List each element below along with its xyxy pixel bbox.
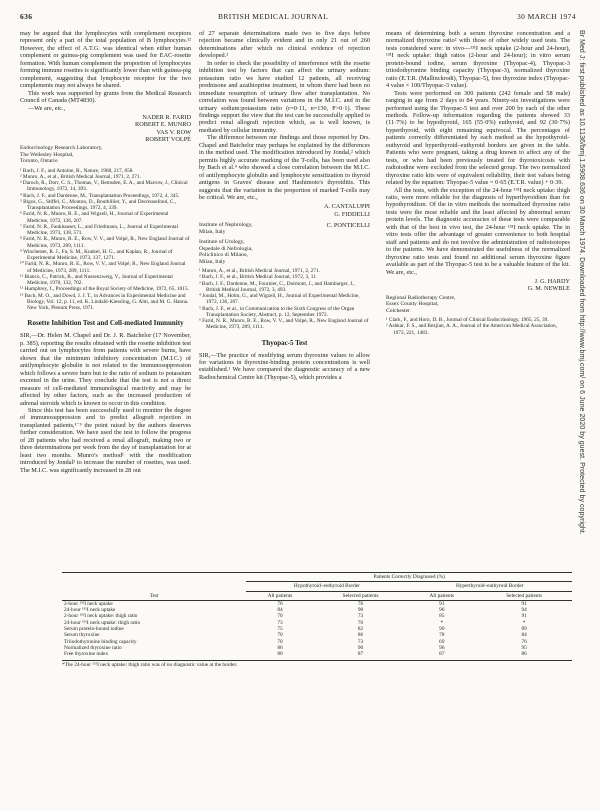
reference: ¹³ Bach, M. O., and Dowd, J. J. T., in Advances in Experimental Medicine and Biology, Vol. 12, p. 11, ed. K. Lindahl-Kiessling, G. Alm, and M. G. Hanna. New York, Plenum Press, 1971.: [20, 292, 189, 312]
signatory: NADER R. FARID: [142, 113, 191, 121]
affiliation-line: Institute of Nephrology,: [199, 222, 253, 229]
column-1: [20, 30, 191, 474]
affiliation-line: Ospedale di Nefrologia,: [199, 245, 253, 252]
table-cell-value: 76: [521, 638, 527, 645]
signatory: C. PONTICELLI: [326, 222, 370, 230]
table-cell-value: 76: [277, 600, 283, 607]
body-paragraph: of 27 separate determinations made two to five days before rejection became clinically evident and in only 21 out of 260 determinations after which no clinical evidence of rejection developed.²: [199, 30, 370, 60]
table-subheader: Selected patients: [314, 591, 408, 600]
signatory: A. CANTALUPPI: [323, 203, 370, 211]
table-cell-value: *: [440, 619, 444, 626]
body-paragraph: SIR,—Dr. Helen M. Chapel and Dr. J. R. Batchelor (17 November, p. 385), reporting the results obtained with the rosette inhibition test carried out on lymphocytes from patients with severe burns, have shown that the minimum inhibitory concentration (M.I.C.) of antilymphocyte globulin is not related to the immunosuppression which follows a severe burn but to the ratio of sodium to potassium excreted in the urine. They conclude that the test is not a direct measure of cell-mediated immunological reactivity and may be affected by other factors, such as the increased production of adrenal steroids which is known to occur in this condition.: [20, 332, 191, 407]
table-cell-value: 90: [357, 607, 364, 614]
copyright-notice: Br Med J: first published as 10.1136/bmj.1.5908.636 on 30 March 1974. Downloaded from http://www.bmj.com/ on 6 June 2020 by guest. Protected by copyright.: [578, 30, 585, 535]
reference: ² Bach, J. F., et al., British Medical Journal, 1972, 3, 11.: [199, 274, 318, 281]
table-cell-value: 70: [277, 632, 283, 639]
sign-off: —We are, etc.,: [28, 104, 66, 112]
body-paragraph: In order to check the possibility of interference with the rosette inhibition test by factors that can affect the urinary sodium: potassium ratio we have studied 12 patients, all receiving prednisone and azathioprine treatment, in whom there had been no immediate resumption of urinary flow after transplantation. No correlation was found between variations in the M.I.C. and in the urinary sodium:potassium ratio (r=0·11, n=130, P>0·1). These findings support the view that the test can be successfully applied to predict renal allograft rejection which, as is well known, is mediated by cellular immunity.: [199, 59, 370, 134]
table-cell-test: Free thyroxine index: [64, 651, 109, 658]
body-paragraph: This work was supported by grants from the Medical Research Council of Canada (MT4830).: [20, 89, 191, 105]
table-cell-value: 76: [357, 600, 364, 607]
letter-title: Rosette Inhibition Test and Cell-mediated Immunity: [27, 319, 184, 328]
table-subheader: Selected patients: [476, 591, 572, 600]
affiliation: [386, 295, 570, 315]
letter-title: Thyopac-5 Test: [261, 338, 308, 347]
results-table-wrapper: [62, 572, 572, 668]
reference: ¹⁰ Farid, N. R., Munro, R. E., Row, V. V., and Volpé, R., New England Journal of Medicine, 1973, 289, 1111.: [20, 261, 186, 274]
reference: ⁶ Farid, N. R., Munro, R. E., and Wigzell, H., Journal of Experimental Medicine, 1972, 136, 207.: [20, 211, 169, 224]
affiliation-line: Regional Radiotherapy Centre,: [386, 294, 456, 301]
table-caption: Patients Correctly Diagnosed (%): [246, 573, 572, 582]
table-cell-value: 86: [277, 644, 283, 651]
table-cell-value: 70: [277, 613, 283, 620]
affiliation-line: Policlinico di Milano,: [199, 252, 248, 259]
table-cell-test: Normalized thyroxine ratio: [64, 644, 122, 651]
column-3: [386, 30, 570, 336]
table-cell-value: 84: [521, 632, 527, 639]
column-2: [199, 30, 370, 381]
table-cell-value: 76: [357, 619, 364, 626]
table-cell-value: 95: [521, 644, 527, 651]
table-cell-test: 2-hour ¹³¹I neck uptake: [64, 600, 113, 607]
reference: ² Ashkar, F. S., and Bezjian, A. A., Journal of the American Medical Association, 1972, 221, 1483.: [386, 323, 558, 336]
reference: ³ Bach, J. F., Dardenne, M., Fournier, C., Dormont, J., and Hamburger, J., British Medical Journal, 1972, 3, 493.: [199, 280, 355, 293]
signatories: [20, 114, 191, 143]
reference: ⁷ Farid, N. R., Fankhauser, L., and Friedmann, L., Journal of Experimental Medicine, 1973, 138, 571.: [20, 223, 179, 237]
affiliation-line: Endocrinology Research Laboratory,: [20, 145, 103, 152]
affiliation: [20, 145, 191, 165]
body-paragraph: All the tests, with the exception of the 24-hour ¹³¹I neck uptake: thigh ratio, were more reliable for the diagnosis of hyperthyroidism than for hypothyroidism. Of the in vitro methods the normalized thyroxine ratio tests were the most reliable and the least affected by abnormal serum protein levels. The diagnostic accuracies of these tests were comparable with that of the best in vivo test, the 24-hour ¹³¹I neck uptake. The in vitro tests offer the advantage of greater convenience to both hospital staff and patients and do not involve the administration of radioisotopes to the patients. We have demonstrated the usefulness of the normalized thyroxine ratio tests and found no additional serum thyroxine figure available as part of the Thyopac-5 test to be a valuable feature of the kit. We are, etc.,: [386, 186, 570, 276]
table-cell-value: 70: [277, 638, 283, 645]
table-cell-value: 86: [521, 651, 527, 658]
reference: ⁵ Bach, J. F., et al., in Communication to the Sixth Congress of the Organ Transplantation Society, Abstract, p. 12, September 1972.: [199, 305, 355, 318]
reference-list: [386, 317, 570, 336]
table-cell-value: 80: [277, 651, 283, 658]
reference: ⁹ Winchester, R. J., Fu, S. M., Kunkel, H. G., and Kaplan, R., Journal of Experimental Medicine, 1973, 137, 1271.: [20, 248, 173, 262]
table-cell-test: Serum protein-bound iodine: [64, 626, 124, 633]
affiliation: [199, 239, 370, 265]
table-cell-value: *: [522, 619, 526, 626]
affiliation-line: Milan, Italy: [199, 258, 226, 265]
reference: ² Munro, A., et al., British Medical Journal, 1971, 2, 271.: [20, 173, 141, 180]
table-cell-value: 78: [439, 632, 445, 639]
body-paragraph: Since this test has been successfully used to monitor the degree of immunosuppression and to predict allograft rejection in transplanted patients,¹⁻³ the point raised by the authors deserves further consideration. We have used the test to follow the progress of 28 patients who had received a renal allograft, making two or three determinations per week from the day of transplantation for at least two months. Munro's method¹ with the modification introduced by Jondal² to increase the number of rosettes, was used. The M.I.C. was significantly increased in 28 out: [20, 406, 191, 474]
reference-list: [199, 268, 370, 331]
body-paragraph: means of determining both a serum thyroxine concentration and a normalized thyroxine ratio² with those of other widely used tests. The tests considered were: in vivo—¹³¹I neck uptake (2-hour and 24-hour), ¹³¹I neck uptake: thigh ratios (2-hour and 24-hour); in vitro serum protein-bound iodine, serum thyroxine (Thyopac-4), Thyopac-3 triiodothyronine binding capacity (Thyopac-3), normalized thyroxine ratio (E.T.R. (Mallinckrodt), Thyopac-5), free thyroxine index (Thyopac-4 value × 100/Thyopac-3 value).: [386, 30, 570, 90]
signatory: ROBERT VOLPÉ: [145, 135, 191, 143]
reference: ¹ Munro, A., et al., British Medical Journal, 1971, 2, 271.: [199, 268, 320, 275]
table-cell-value: 87: [439, 651, 445, 658]
body-paragraph: may be argued that the lymphocytes with complement receptors represent only a part of the total population of B lymphocytes.¹² However, the effect of A.T.G. was identical when either human complement or guinea-pig complement was used for EAC-rosette formation. With human complement the proportion of lymphocytes forming immune rosettes is significantly lower than with guinea-pig complement, suggesting that lymphocyte receptor for the two complements may not always be shared.: [20, 30, 191, 90]
table-subheader: All patients: [407, 591, 476, 600]
affiliation-line: Colchester: [386, 307, 410, 314]
table-cell-value: 90: [357, 644, 364, 651]
table-cell-value: 86: [357, 632, 364, 639]
table-cell-value: 91: [439, 600, 445, 607]
signatory: ROBERT E. MUNRO: [135, 121, 191, 129]
reference: ⁵ Bigos, G., Stiffel, C., Mouton, D., Bouthillier, Y., and Decreusefond, C., Transplantation Proceedings, 1972, 4, 339.: [20, 198, 177, 212]
table-cell-value: 73: [357, 638, 364, 645]
table-cell-value: 73: [277, 619, 283, 626]
reference: ¹ Clark, F., and Horn, D. B., Journal of Clinical Endocrinology, 1965, 25, 39.: [386, 317, 549, 324]
table-group-header: Hyperthyroid–euthyroid Border: [407, 582, 572, 591]
table-cell-value: 96: [439, 607, 445, 614]
page-number: 636: [20, 12, 33, 21]
table-cell-test: Triiodothyronine binding capacity: [64, 638, 137, 645]
table-cell-value: 84: [277, 607, 283, 614]
running-header: [20, 12, 576, 26]
affiliation-line: Toronto, Ontario: [20, 158, 58, 165]
signatories: [199, 203, 370, 218]
table-cell-value: 91: [521, 613, 527, 620]
table-cell-value: 89: [521, 626, 527, 633]
table-subheader: All patients: [246, 591, 313, 600]
table-cell-value: 82: [357, 626, 364, 633]
table-cell-value: 94: [521, 607, 527, 614]
table-cell-value: 91: [521, 600, 527, 607]
body-paragraph: The difference between our findings and those reported by Drs. Chapel and Batchelor may perhaps be explained by the differences in the method used. The modification introduced by Jondal,² which permits highly accurate marking of the T-cells, has been used also by Bach et al.⁴ who showed a close correlation between the M.I.C. of antilymphocyte globulin and lymphocyte sensitization to thyroid antigens in Graves' disease and Hashimoto's thyroiditis. This suggests that the variation in the proportion of marked T-cells may be critical. We are, etc.,: [199, 134, 370, 201]
table-cell-value: 75: [277, 626, 283, 633]
signatories: [386, 278, 570, 293]
table-cell-value: 69: [439, 638, 445, 645]
table-row: [62, 600, 572, 607]
table-header-test: Test: [62, 573, 246, 601]
reference: ¹² Humphrey, J., Proceedings of the Royal Society of Medicine, 1972, 65, 1015.: [20, 286, 189, 293]
journal-title: BRITISH MEDICAL JOURNAL: [218, 12, 329, 21]
body-paragraph: SIR,—The practice of modifying serum thyroxine values to allow for variations in thyroxine-binding protein concentrations is well established.¹ We have compared the diagnostic accuracy of a new Radiochemical Centre kit (Thyopac-5), which provides a: [199, 351, 370, 381]
table-cell-test: Serum thyroxine: [64, 632, 100, 639]
issue-date: 30 MARCH 1974: [517, 12, 576, 21]
results-table: [62, 572, 572, 658]
signatory: VAS V. ROW: [156, 128, 191, 136]
affiliation: [199, 222, 253, 235]
table-cell-value: 90: [439, 626, 445, 633]
reference: ⁴ Jondal, M., Holm, G., and Wigzell, H., Journal of Experimental Medicine, 1972, 136, 207.: [199, 293, 360, 306]
affiliation-line: Essex County Hospital,: [386, 301, 439, 308]
affiliation-line: Milan, Italy: [199, 228, 226, 235]
copyright-sidebar: [578, 30, 596, 790]
reference: ¹ Bach, J. F., and Antoine, B., Nature, 1968, 217, 658.: [20, 167, 134, 174]
table-cell-value: 87: [357, 651, 364, 658]
table-cell-test: 24-hour ¹³¹I neck uptake: thigh ratio: [64, 619, 141, 626]
table-cell-value: 73: [357, 613, 364, 620]
reference-list: [20, 168, 191, 312]
table-body: [62, 600, 572, 657]
reference: ³ Daroch, R., Dorr, C. S., Thomas, V., Remsden, E. A., and Marrow, J., Clinical Immunology, 1972, 14, 393.: [20, 180, 188, 193]
table-row: [62, 651, 572, 657]
reference: ¹¹ Bianco, C., Patrick, R., and Nussenzweig, V., Journal of Experimental Medicine, 1970, 132, 702.: [20, 273, 173, 287]
signatory: J. G. HARDY: [534, 277, 570, 285]
table-footnote: *The 24-hour ¹³¹I neck uptake: thigh ratio was of no diagnostic value at the border.: [62, 660, 572, 668]
table-cell-value: 85: [439, 613, 445, 620]
reference: ⁶ Farid, N. R., Munro, R. E., Row, V. V., and Volpé, R., New England Journal of Medicine, 1973, 289, 1111.: [199, 318, 369, 331]
body-paragraph: Tests were performed on 300 patients (242 female and 58 male) ranging in age from 2 days to 84 years. Ninety-six investigations were performed using the Thyopac-5 test and over 200 by each of the other methods. Follow-up information regarding the patients showed 33 (11·7%) to be hypothyroid, 165 (55·0%) euthyroid, and 92 (30·7%) hyperthyroid, with eight remaining equivocal. The percentages of patients correctly differentiated by each method as the hypothyroid–euthyroid and hyperthyroid–euthyroid borders are given in the table. Patients who were pregnant, taking a drug known to affect any of the tests, or who had been previously treated for thyrotoxicosis with radioiodine were excluded from the selected group. The two normalized thyroxine ratio kits were of equivalent reliability, their test values being related by the equation: Thyopac-5 value = 0·65 (E.T.R. value) + 0·39.: [386, 89, 570, 187]
reference: ⁸ Farid, N. R., Munro, R. E., Row, V. V., and Volpé, R., New England Journal of Medicine, 1973, 289, 1111.: [20, 236, 190, 249]
signatory: G. FIDDELLI: [334, 210, 370, 218]
affiliation-line: The Wellesley Hospital,: [20, 151, 74, 158]
table-cell-value: 96: [439, 644, 445, 651]
reference: ⁴ Bach, J. F., and Dardenne, M., Transplantation Proceedings, 1972, 4, 345.: [20, 192, 180, 199]
table-group-header: Hypothyroid–euthyroid Border: [246, 582, 407, 591]
table-cell-test: 24-hour ¹³¹I neck uptake: [64, 607, 116, 614]
signatory: G. M. NEWBLE: [527, 285, 570, 293]
table-cell-test: 2-hour ¹³¹I neck uptake: thigh ratio: [64, 613, 138, 620]
affiliation-line: Institute of Urology,: [199, 239, 245, 246]
affiliation-row: [199, 220, 370, 237]
